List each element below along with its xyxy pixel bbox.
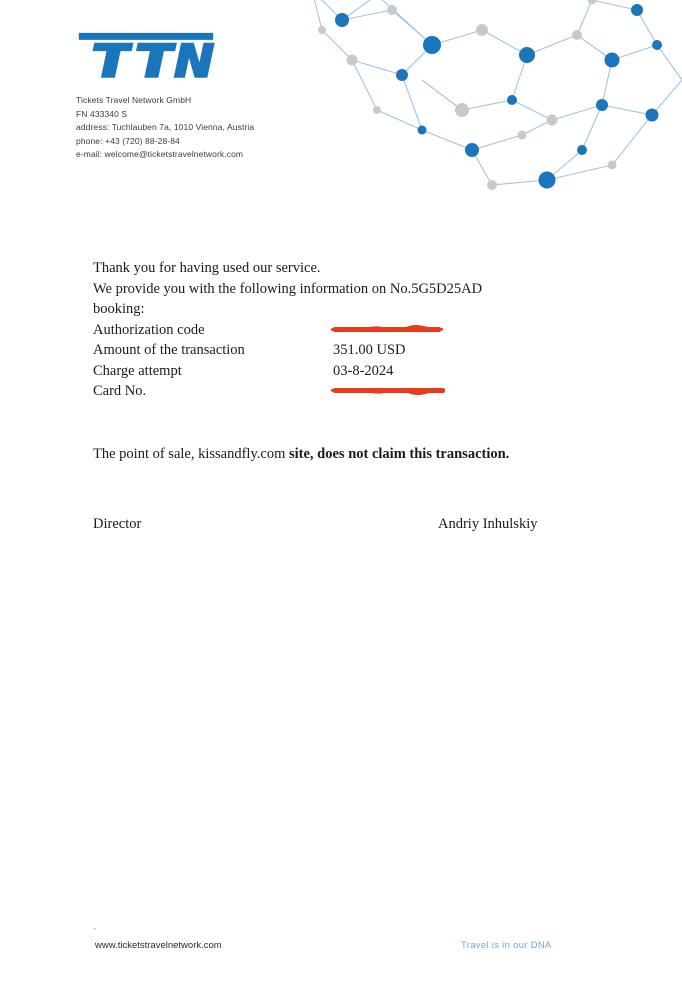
footer-website[interactable]: www.ticketstravelnetwork.com (95, 940, 222, 951)
field-value: 351.00 USD (333, 342, 406, 358)
company-registration: FN 433340 S (76, 108, 128, 119)
signature-row (93, 516, 553, 540)
redaction-squiggle-icon (329, 385, 445, 396)
disclaimer-emphasis: site, does not claim this transaction. (288, 445, 510, 462)
signature-name: Andriy Inhulskiy (438, 515, 538, 532)
company-phone: phone: +43 (720) 88-28-84 (76, 135, 180, 146)
disclaimer-prefix: The point of sale, kissandfly.com (93, 445, 289, 462)
table-row (93, 361, 553, 382)
company-address: address: Tuchlauben 7a, 1010 Vienna, Austria (76, 122, 255, 132)
redaction-mark-authorization-code (333, 325, 441, 334)
redaction-squiggle-icon (329, 324, 445, 335)
intro-paragraph (93, 258, 553, 320)
letter-body (93, 258, 553, 540)
company-details (76, 94, 406, 162)
field-value: 03-8-2024 (333, 362, 394, 379)
ttn-logo (76, 30, 216, 82)
intro-line-3: booking: (93, 301, 145, 317)
field-value (333, 320, 553, 341)
redaction-mark-card-number (333, 386, 445, 395)
intro-line-2: We provide you with the following information on (93, 280, 387, 297)
ttn-logo-svg (76, 30, 216, 82)
corner-mark-icon (93, 922, 101, 930)
signature-title: Director (93, 515, 142, 532)
field-value (333, 381, 553, 402)
table-row (93, 381, 553, 402)
table-row (93, 320, 553, 341)
company-name: Tickets Travel Network GmbH (76, 95, 192, 105)
footer-tagline: Travel is in our DNA (461, 940, 552, 951)
field-label: Card No. (93, 383, 147, 399)
letterhead (76, 30, 406, 162)
field-label: Authorization code (93, 321, 205, 338)
field-label: Charge attempt (93, 362, 182, 379)
thank-you-line: Thank you for having used our service. (93, 260, 321, 276)
booking-number: No.5G5D25AD (389, 280, 483, 297)
disclaimer-line (93, 444, 553, 464)
transaction-fields (93, 320, 553, 402)
field-label: Amount of the transaction (93, 342, 245, 358)
table-row (93, 340, 553, 361)
company-email: e-mail: welcome@ticketstravelnetwork.com (76, 149, 244, 159)
page-footer (95, 940, 602, 962)
